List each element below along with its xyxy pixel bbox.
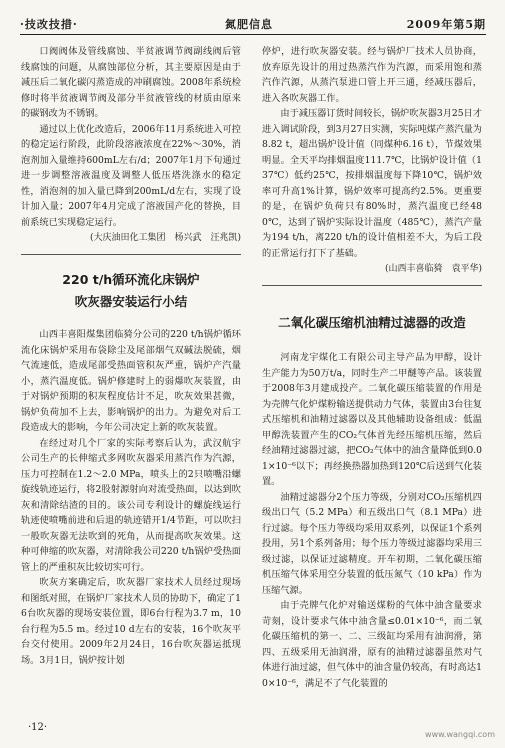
paragraph: 在经过对几个厂家的实际考察后认为，武汉航宇公司生产的长伸缩式多网吹灰器采用蒸汽作为汽源，压力可控制在1.2～2.0 MPa，喷头上的2只喷嘴沿螺旋线轨迹运行，将2股射源射向对流受热面，以达到吹灰和清除结渣的目的。该公司专利设计的螺旋线运行轨迹使喷嘴前进和后退的轨迹错开1/4节距，可以吹扫一般吹灰器无法吹到的死角，从而提高吹灰效果。这种可伸缩的吹灰器，对清除我公司220 t/h锅炉受热面管上的严重积灰比较切实可行。 xyxy=(21,437,241,573)
paragraph: 由于减压器订货时间较长，锅炉吹灰器3月25日才进入调试阶段，到3月27日实测，实际吨煤产蒸汽量为8.82 t，超出锅炉设计值（同煤种6.16 t），节煤效果明显。全天平均排烟温度111.7℃，比锅炉设计值（137℃）低约25℃，按排烟温度每下降10℃，锅炉效率可升高1%计算，锅炉效率可提高约2.5%。更重要的是，在锅炉负荷只有80%时，蒸汽温度已经480℃，达到了锅炉实际设计温度（485℃），蒸汽产量为194 t/h，离220 t/h的设计值相差不大，为后工段的正常运行打下了基础。 xyxy=(262,108,482,259)
paragraph: 由于壳牌气化炉对输送煤粉的气体中油含量要求苛刻，设计要求气体中油含量≤0.01×10⁻⁶，而二氧化碳压缩机的第一、二、三级缸均采用有油润滑，第四、五级采用无油润滑，原有的油精过滤器虽然对气体进行油过滤，但气体中的油含量仍较高，有时高达10×10⁻⁶，满足不了气化装置的 xyxy=(262,600,482,689)
page-header xyxy=(20,14,486,35)
article-title-line: 220 t/h循环流化床锅炉 xyxy=(62,272,200,287)
paragraph: 河南龙宇煤化工有限公司主导产品为甲醇，设计生产能力为50万t/a，同时生产二甲醚等产品。该装置于2008年3月建成投产。二氧化碳压缩装置的作用是为壳牌气化炉煤粉输送提供动力气体，装置由3台往复式压缩机和油精过滤器以及其他辅助设备组成：低温甲醇洗装置产生的CO₂气体首先经压缩机压缩，然后经油精过滤器过滤，把CO₂气体中的油含量降低到0.01×10⁻⁶以下；再经换热器加热到120℃后送到气化装置。 xyxy=(262,352,482,487)
watermark: www.wangqi.com xyxy=(425,730,495,739)
article-author: (山西丰喜临猗 袁平华) xyxy=(384,264,482,274)
page-number: ·12· xyxy=(28,722,48,733)
paragraph: 山西丰喜阳煤集团临猗分公司的220 t/h锅炉循环流化床锅炉采用布袋除尘及尾部烟气双碱法脱硫，烟气流速低，造成尾部受热面管积灰严重，锅炉产汽量小，蒸汽温度低。锅炉修建时上的弱爆吹灰装置，由于对锅炉预期的积灰程度估计不足，吹灰效果甚微，锅炉负荷加不上去，影响锅炉的出力。为避免对后工段造成大的影响，今年公司决定上新的吹灰装置。 xyxy=(21,329,241,433)
paragraph: 通过以上优化改造后，2006年11月系统进入可控的稳定运行阶段，此阶段溶液浓度在22%～30%，消泡剂加入量维持600mL左右/d；2007年1月下旬通过进一步调整溶液温度及调整人低压塔洗涤水的稳定性，消泡剂的加入量已降到200mL/d左右，实现了设计加入量；2007年4月完成了溶液国产化的替换，目前系统已实现稳定运行。 xyxy=(21,123,241,228)
issue-label: 2009年第5期 xyxy=(406,18,486,31)
paragraph: 油精过滤器分2个压力等级，分别对CO₂压缩机四级出口气（5.2 MPa）和五级出口气（8.1 MPa）进行过滤。每个压力等级均采用双系列，以保证1个系列投用，另1个系列备用；每个压力等级过滤器均采用三级过滤，以保证过滤精度。开车初期，二氧化碳压缩机压缩气体采用空分装置的低压氮气（10 kPa）作为压缩气源。 xyxy=(262,491,482,596)
right-column xyxy=(262,44,482,691)
left-column xyxy=(21,44,241,668)
article-author: (大庆油田化工集团 杨兴武 汪兆凯) xyxy=(89,233,241,243)
paragraph: 吹灰方案确定后，吹灰器厂家技术人员经过现场和图纸对照，在锅炉厂家技术人员的协助下，确定了16台吹灰器的现场安装位置，即6台行程为3.7 m，10台行程为5.5 m。经过10 d左右的安装，16个吹灰平台交付使用。2009年2月24日，16台吹灰器运抵现场。3月1日，锅炉按计划 xyxy=(21,577,241,666)
paragraph: 口阀阀体及管线腐蚀、半贫液调节阀副线阀后管线腐蚀的问题，从腐蚀部位分析，其主要原因是由于减压后二氧化碳闪蒸造成的冲刷腐蚀。2008年系统检修时将半贫液调节阀及部分半贫液管线的材质由原来的碳钢改为不锈钢。 xyxy=(21,46,241,119)
article-title xyxy=(21,269,241,313)
journal-title: 氮肥信息 xyxy=(225,18,273,31)
article-title-line: 吹灰器安装运行小结 xyxy=(74,294,188,309)
article-title: 二氧化碳压缩机油精过滤器的改造 xyxy=(278,315,466,330)
divider xyxy=(21,254,241,255)
paragraph: 停炉，进行吹灰器安装。经与锅炉厂技术人员协商，放弃原先设计的用过热蒸汽作为汽源，而采用饱和蒸汽作汽源，从蒸汽泵进口管上开三通，经减压器后，进入各吹灰器工作。 xyxy=(262,46,482,104)
divider xyxy=(262,285,482,286)
section-label: ·技改技措· xyxy=(20,18,78,31)
